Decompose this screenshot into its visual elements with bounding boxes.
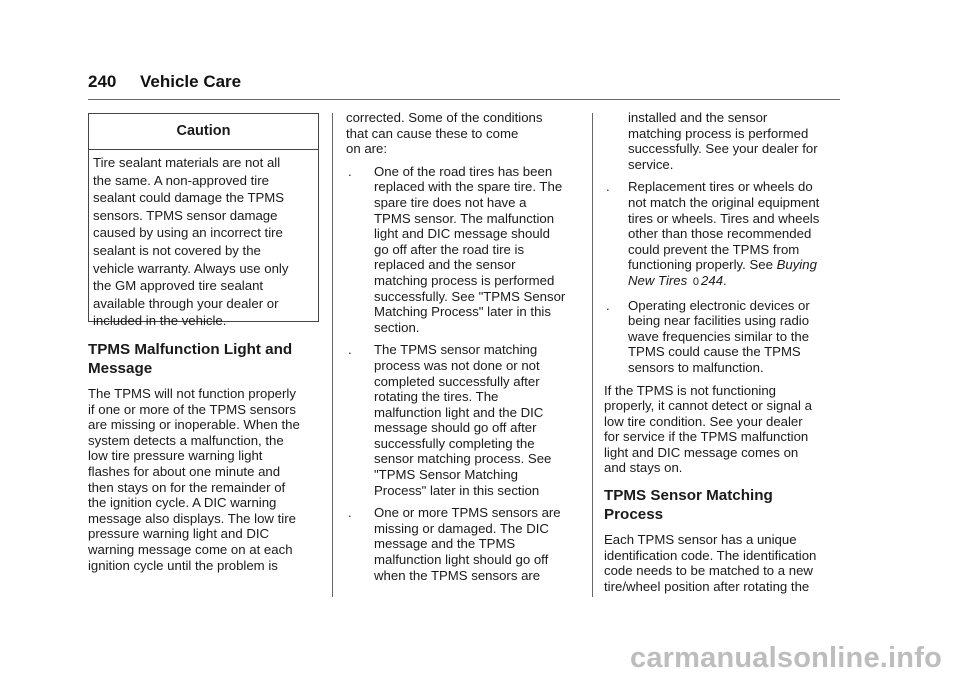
text-line: pressure warning light and DIC xyxy=(88,526,270,542)
text-line: installed and the sensor xyxy=(628,110,768,125)
bullet-dot: . xyxy=(348,342,352,358)
caution-title: Caution xyxy=(89,114,318,150)
caution-line: included in the vehicle. xyxy=(93,313,227,329)
text-line: corrected. Some of the conditions xyxy=(346,110,543,125)
caution-line: Tire sealant materials are not all xyxy=(93,155,281,170)
column-divider-2 xyxy=(592,113,593,597)
page-number: 240 xyxy=(88,72,117,91)
column-divider-1 xyxy=(332,113,333,597)
bullet-item-sensors-missing xyxy=(346,505,586,583)
heading-line: Process xyxy=(604,506,664,524)
caution-box xyxy=(88,113,319,329)
text-line: warning message come on at each xyxy=(88,541,293,557)
text-line: not match the original equipment xyxy=(628,194,820,210)
page-header xyxy=(88,72,241,92)
caution-line: sealant could damage the TPMS xyxy=(93,190,285,206)
text-line: tires or wheels. Tires and wheels xyxy=(628,210,820,226)
text-line: when the TPMS sensors are xyxy=(374,567,541,583)
text-line: "TPMS Sensor Matching xyxy=(374,467,518,483)
section-title: Vehicle Care xyxy=(140,72,242,91)
text-line: process was not done or not xyxy=(374,357,540,373)
text-line: low tire pressure warning light xyxy=(88,448,263,464)
text-line: system detects a malfunction, the xyxy=(88,432,284,448)
paragraph-intro xyxy=(346,110,586,157)
text-fragment: functioning properly. See xyxy=(628,257,777,273)
text-line: message should go off after xyxy=(374,420,537,436)
text-line: missing or damaged. The DIC xyxy=(374,520,549,536)
page-reference-icon: 0 xyxy=(692,275,700,288)
text-line: light and DIC message comes on xyxy=(604,444,799,460)
text-line: One or more TPMS sensors are xyxy=(374,505,561,521)
text-line: The TPMS sensor matching xyxy=(374,342,538,358)
text-line: malfunction light and the DIC xyxy=(374,404,544,420)
section-heading-sensor-matching xyxy=(604,486,844,524)
text-line: sensors to malfunction. xyxy=(628,359,764,375)
text-line: Replacement tires or wheels do xyxy=(628,179,813,195)
text-line: code needs to be matched to a new xyxy=(604,563,813,579)
text-line: The TPMS will not function properly xyxy=(88,386,296,401)
text-line-with-xref xyxy=(628,257,844,273)
heading-line: Message xyxy=(88,360,153,377)
text-line: wave frequencies similar to the xyxy=(628,328,810,344)
heading-line: TPMS Sensor Matching xyxy=(604,487,773,505)
text-line: flashes for about one minute and xyxy=(88,463,281,479)
text-line: matching process is performed xyxy=(628,125,809,141)
text-line: other than those recommended xyxy=(628,226,812,242)
caution-body xyxy=(89,150,318,330)
text-line: completed successfully after xyxy=(374,373,540,389)
bullet-item-spare-tire xyxy=(346,164,586,336)
text-line: replaced and the sensor xyxy=(374,257,516,273)
column-1-section xyxy=(88,340,324,573)
text-line: that can cause these to come xyxy=(346,125,519,141)
text-line: low tire condition. See your dealer xyxy=(604,413,803,429)
text-line: tire/wheel position after rotating the xyxy=(604,578,810,594)
text-line: on are: xyxy=(346,141,388,157)
text-line: for service if the TPMS malfunction xyxy=(604,429,809,445)
text-line: Process" later in this section xyxy=(374,482,540,498)
xref-page-number[interactable]: 244 xyxy=(701,272,724,288)
text-line: One of the road tires has been xyxy=(374,163,553,179)
heading-line: TPMS Malfunction Light and xyxy=(88,341,293,358)
text-line: message also displays. The low tire xyxy=(88,510,296,526)
text-line: being near facilities using radio xyxy=(628,313,810,329)
bullet-dot: . xyxy=(606,297,610,313)
paragraph-not-functioning xyxy=(604,383,844,477)
caution-line: sealant is not covered by the xyxy=(93,242,261,258)
text-line: identification code. The identification xyxy=(604,547,817,563)
xref-link-buying[interactable]: Buying xyxy=(776,257,817,273)
watermark: carmanualsonline.info xyxy=(630,642,942,674)
bullet-continuation xyxy=(604,110,844,172)
text-line: light and DIC message should xyxy=(374,226,550,242)
text-line: sensor matching process. See xyxy=(374,451,552,467)
text-line-with-xref xyxy=(628,273,844,291)
text-line: could prevent the TPMS from xyxy=(628,241,800,257)
header-rule xyxy=(88,99,840,100)
text-line: If the TPMS is not functioning xyxy=(604,382,777,398)
text-line: Operating electronic devices or xyxy=(628,297,810,313)
text-line: successfully completing the xyxy=(374,435,535,451)
column-3 xyxy=(604,110,844,594)
text-line: the ignition cycle. A DIC warning xyxy=(88,495,277,511)
text-line: successfully. See your dealer for xyxy=(628,141,818,157)
caution-line: available through your dealer or xyxy=(93,295,279,311)
text-line: message and the TPMS xyxy=(374,536,516,552)
text-line: matching process is performed xyxy=(374,272,555,288)
xref-link-new-tires[interactable]: New Tires xyxy=(628,272,688,288)
text-line: successfully. See "TPMS Sensor xyxy=(374,288,566,304)
text-line: section. xyxy=(374,319,420,335)
bullet-dot: . xyxy=(348,505,352,521)
text-line: ignition cycle until the problem is xyxy=(88,557,278,573)
bullet-item-replacement-tires xyxy=(604,179,844,290)
text-line: if one or more of the TPMS sensors xyxy=(88,401,296,417)
caution-line: sensors. TPMS sensor damage xyxy=(93,207,278,223)
text-line: then stays on for the remainder of xyxy=(88,479,286,495)
text-line: Matching Process" later in this xyxy=(374,304,551,320)
text-line: replaced with the spare tire. The xyxy=(374,179,563,195)
text-line: TPMS could cause the TPMS xyxy=(628,344,801,360)
section-heading-malfunction xyxy=(88,340,324,378)
caution-line: vehicle warranty. Always use only xyxy=(93,260,289,276)
bullet-item-matching-not-done xyxy=(346,342,586,498)
text-line: malfunction light should go off xyxy=(374,552,549,568)
caution-line: caused by using an incorrect tire xyxy=(93,225,283,241)
paragraph-malfunction xyxy=(88,386,324,573)
text-line: service. xyxy=(628,156,674,172)
text-line: spare tire does not have a xyxy=(374,194,527,210)
text-line: go off after the road tire is xyxy=(374,241,525,257)
bullet-dot: . xyxy=(606,179,610,195)
bullet-item-electronic-devices xyxy=(604,298,844,376)
text-line: rotating the tires. The xyxy=(374,389,499,405)
text-line: and stays on. xyxy=(604,460,683,476)
caution-line: the GM approved tire sealant xyxy=(93,278,264,294)
text-fragment: . xyxy=(723,272,727,288)
text-line: properly, it cannot detect or signal a xyxy=(604,398,812,414)
text-line: Each TPMS sensor has a unique xyxy=(604,532,797,548)
paragraph-sensor-matching xyxy=(604,532,844,594)
text-line: are missing or inoperable. When the xyxy=(88,417,300,433)
column-2 xyxy=(346,110,586,583)
caution-line: the same. A non-approved tire xyxy=(93,172,269,188)
bullet-dot: . xyxy=(348,163,352,179)
text-line: TPMS sensor. The malfunction xyxy=(374,210,555,226)
